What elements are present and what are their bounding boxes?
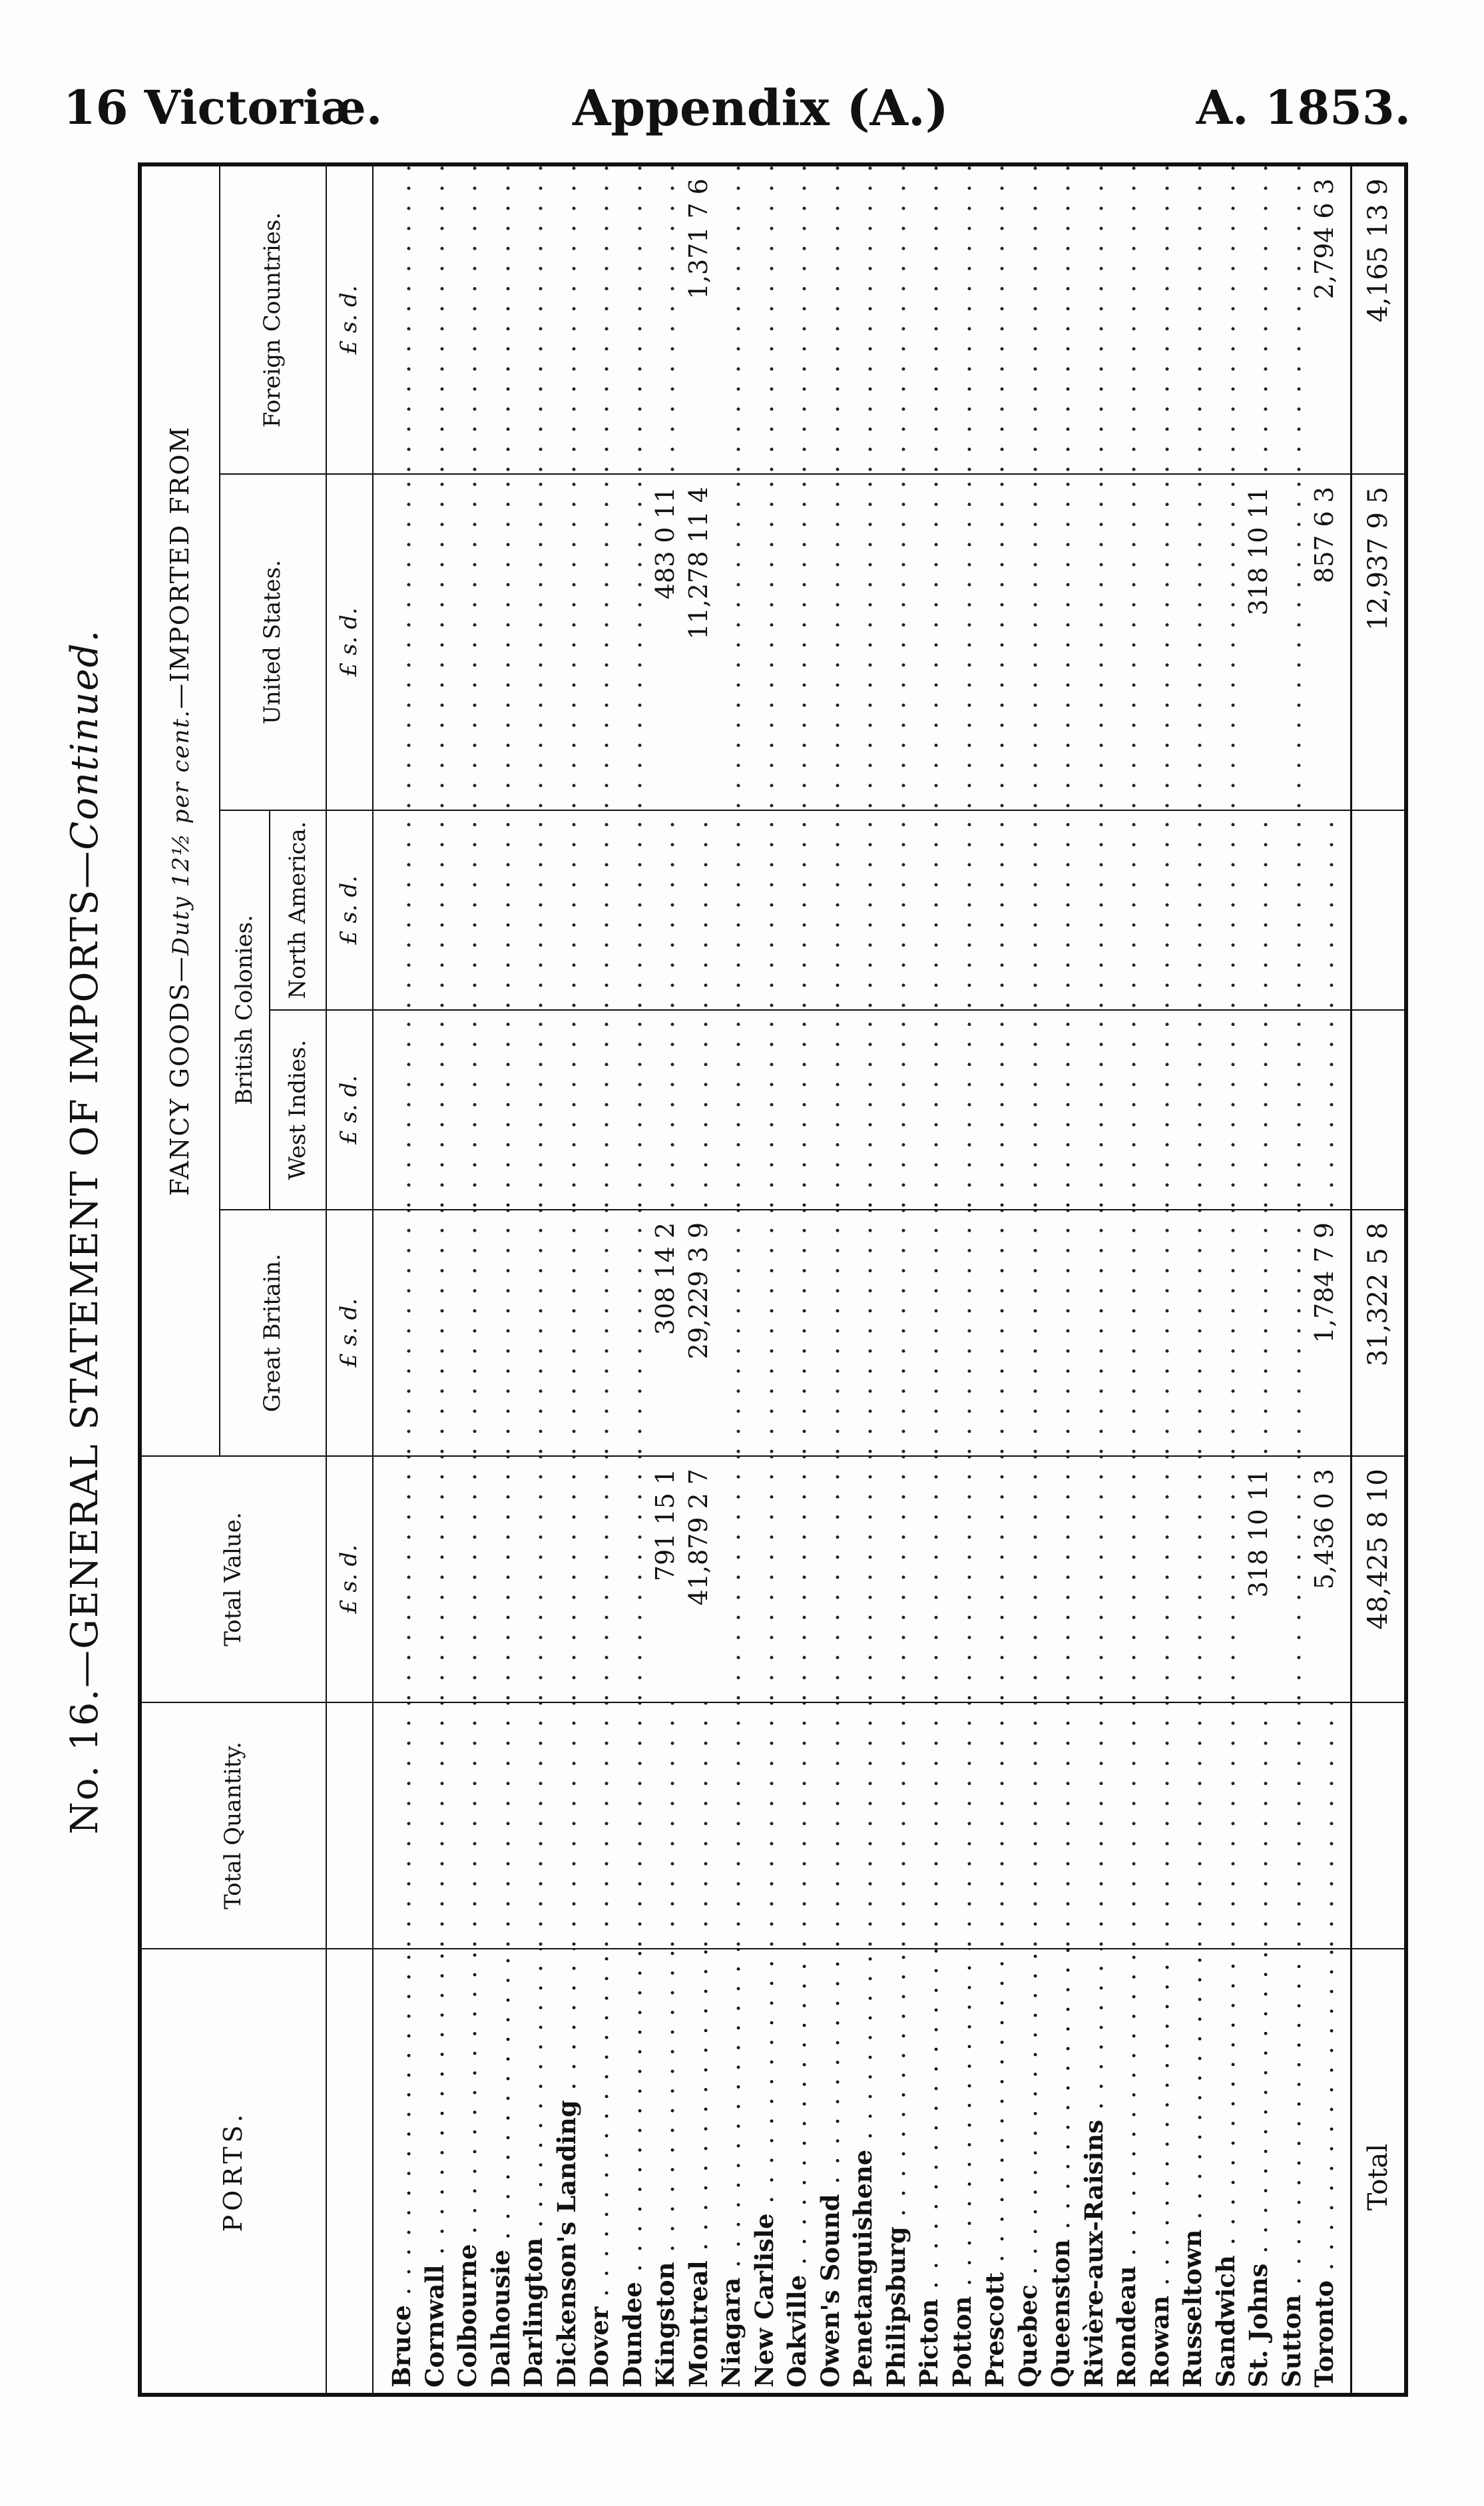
- north-america-units: £ s. d.: [326, 810, 373, 1010]
- foreign-countries-units: £ s. d.: [326, 164, 373, 474]
- empty-cell: [617, 1210, 650, 1455]
- empty-cell: [419, 475, 452, 810]
- empty-cell: [1045, 1457, 1078, 1702]
- empty-cell: [1144, 1457, 1177, 1702]
- empty-cell: [451, 475, 485, 810]
- empty-cell: [847, 1011, 880, 1209]
- empty-cell: [419, 1011, 452, 1209]
- caption-number: No. 16.: [63, 1687, 107, 1835]
- port-name: Bruce . . .: [385, 1949, 419, 2393]
- empty-cell: [1078, 475, 1111, 810]
- empty-cell: [1144, 166, 1177, 473]
- port-name: Dickenson's Landing . . .: [551, 1949, 584, 2393]
- value-cell: [1242, 475, 1276, 810]
- value-cell: [1242, 1457, 1276, 1702]
- empty-cell: [1276, 1457, 1309, 1702]
- page-header-center: Appendix (A.): [573, 80, 949, 137]
- empty-cell: [781, 1457, 814, 1702]
- north-america-header: North America.: [270, 810, 326, 1010]
- empty-cell: [682, 1011, 716, 1209]
- empty-cell: [1308, 1703, 1342, 1948]
- empty-cell: [880, 166, 913, 473]
- port-name: Kingston . . .: [649, 1949, 682, 2393]
- foreign-countries-header: Foreign Countries.: [220, 164, 326, 474]
- empty-cell: [1276, 1210, 1309, 1455]
- empty-cell: [682, 1703, 716, 1948]
- empty-cell: [451, 1457, 485, 1702]
- empty-cell: [781, 1210, 814, 1455]
- empty-cell: [1111, 1457, 1144, 1702]
- united-states-header: United States.: [220, 474, 326, 810]
- empty-cell: [1078, 811, 1111, 1009]
- empty-cell: [517, 475, 551, 810]
- empty-cell: [979, 1011, 1012, 1209]
- value-text: 5,436 0 3: [1310, 1469, 1339, 1593]
- empty-cell: [946, 166, 979, 473]
- empty-cell: [1176, 1011, 1210, 1209]
- page-header-left: 16 Victoriæ.: [63, 80, 383, 135]
- empty-cell: [517, 811, 551, 1009]
- empty-cell: [419, 1457, 452, 1702]
- empty-cell: [748, 811, 782, 1009]
- empty-cell: [880, 475, 913, 810]
- empty-cell: [880, 1703, 913, 1948]
- port-name: Niagara . . .: [715, 1949, 748, 2393]
- empty-cell: [1276, 1011, 1309, 1209]
- empty-cell: [1276, 475, 1309, 810]
- rotated-table-page: [63, 67, 1408, 2397]
- empty-cell: [1012, 811, 1045, 1009]
- empty-cell: [682, 811, 716, 1009]
- empty-cell: [715, 1011, 748, 1209]
- port-name: Oakville . . .: [781, 1949, 814, 2393]
- empty-cell: [617, 1011, 650, 1209]
- empty-cell: [617, 811, 650, 1009]
- empty-cell: [1308, 1011, 1342, 1209]
- value-cell: [682, 1457, 716, 1702]
- fancy-goods-header: FANCY GOODS—Duty 12½ per cent.—IMPORTED FROM: [140, 164, 220, 1456]
- empty-cell: [847, 166, 880, 473]
- great-britain-header: Great Britain.: [220, 1210, 326, 1456]
- great-britain-column: [373, 1210, 1352, 1456]
- empty-cell: [1242, 166, 1276, 473]
- empty-cell: [1176, 1210, 1210, 1455]
- empty-cell: [1045, 1703, 1078, 1948]
- empty-cell: [946, 475, 979, 810]
- empty-cell: [1111, 1210, 1144, 1455]
- empty-cell: [1045, 811, 1078, 1009]
- empty-cell: [715, 1457, 748, 1702]
- port-name: Rondeau . . .: [1111, 1949, 1144, 2393]
- empty-cell: [979, 1703, 1012, 1948]
- north-america-total: [1352, 810, 1407, 1010]
- empty-cell: [517, 1210, 551, 1455]
- empty-cell: [1012, 1703, 1045, 1948]
- port-name: St. Johns . . .: [1242, 1949, 1276, 2393]
- port-name: Sutton . . .: [1276, 1949, 1309, 2393]
- empty-cell: [617, 1457, 650, 1702]
- empty-cell: [451, 1210, 485, 1455]
- empty-cell: [649, 1011, 682, 1209]
- value-text: 1,371 7 6: [684, 178, 713, 303]
- empty-cell: [551, 1210, 584, 1455]
- empty-cell: [583, 1011, 617, 1209]
- total-quantity-cell: [1352, 1702, 1407, 1949]
- port-name: Penetanguishene . . .: [847, 1949, 880, 2393]
- empty-cell: [485, 1210, 518, 1455]
- empty-cell: [385, 811, 419, 1009]
- port-name: Cornwall . . .: [419, 1949, 452, 2393]
- empty-cell: [1210, 1703, 1243, 1948]
- quantity-units-cell: [326, 1702, 373, 1949]
- empty-cell: [946, 1210, 979, 1455]
- empty-cell: [649, 1703, 682, 1948]
- empty-cell: [1276, 811, 1309, 1009]
- empty-cell: [913, 1011, 946, 1209]
- foreign-countries-column: [373, 164, 1352, 474]
- total-value-total: 48,425 8 10: [1352, 1456, 1407, 1702]
- empty-cell: [913, 811, 946, 1009]
- empty-cell: [880, 1210, 913, 1455]
- empty-cell: [748, 1457, 782, 1702]
- empty-cell: [946, 1011, 979, 1209]
- value-text: 857 6 3: [1310, 487, 1339, 587]
- empty-cell: [1045, 1011, 1078, 1209]
- empty-cell: [551, 1457, 584, 1702]
- empty-cell: [1242, 1210, 1276, 1455]
- empty-cell: [1176, 166, 1210, 473]
- empty-cell: [485, 1011, 518, 1209]
- empty-cell: [1012, 475, 1045, 810]
- empty-cell: [979, 1457, 1012, 1702]
- empty-cell: [847, 1703, 880, 1948]
- empty-cell: [1242, 1703, 1276, 1948]
- empty-cell: [715, 811, 748, 1009]
- empty-cell: [1210, 475, 1243, 810]
- value-cell: [1308, 1457, 1342, 1702]
- empty-cell: [485, 475, 518, 810]
- value-cell: [682, 1210, 716, 1455]
- empty-cell: [649, 166, 682, 473]
- empty-cell: [385, 1011, 419, 1209]
- empty-cell: [814, 166, 848, 473]
- port-name: Russeltown . . .: [1176, 1949, 1210, 2393]
- empty-cell: [979, 1210, 1012, 1455]
- empty-cell: [1276, 166, 1309, 473]
- empty-cell: [715, 475, 748, 810]
- port-name: Quebec . . .: [1012, 1949, 1045, 2393]
- port-name: Rowan . . .: [1144, 1949, 1177, 2393]
- port-name: Dalhousie . . .: [485, 1949, 518, 2393]
- empty-cell: [583, 1210, 617, 1455]
- value-text: 29,229 3 9: [684, 1222, 713, 1363]
- empty-cell: [451, 1011, 485, 1209]
- empty-cell: [814, 1457, 848, 1702]
- empty-cell: [617, 166, 650, 473]
- port-name: Prescott . . .: [979, 1949, 1012, 2393]
- empty-cell: [583, 475, 617, 810]
- value-cell: [649, 475, 682, 810]
- empty-cell: [1144, 811, 1177, 1009]
- total-label: Total: [1352, 1949, 1407, 2395]
- empty-cell: [485, 1457, 518, 1702]
- value-text: 791 15 1: [650, 1469, 680, 1585]
- empty-cell: [1045, 166, 1078, 473]
- empty-cell: [551, 1703, 584, 1948]
- empty-cell: [1176, 1457, 1210, 1702]
- empty-cell: [1242, 1011, 1276, 1209]
- empty-cell: [1078, 1457, 1111, 1702]
- port-name: Sandwich . . .: [1210, 1949, 1243, 2393]
- value-cell: [1308, 166, 1342, 473]
- foreign-countries-total: 4,165 13 9: [1352, 164, 1407, 474]
- empty-cell: [748, 1210, 782, 1455]
- value-text: 2,794 6 3: [1310, 178, 1339, 303]
- port-name: Dover . . .: [583, 1949, 617, 2393]
- empty-cell: [781, 1011, 814, 1209]
- empty-cell: [781, 1703, 814, 1948]
- empty-cell: [1045, 475, 1078, 810]
- total-quantity-header: Total Quantity.: [140, 1702, 326, 1949]
- value-cell: [1308, 1210, 1342, 1455]
- empty-cell: [880, 1457, 913, 1702]
- caption-continued: Continued.: [63, 628, 107, 850]
- empty-cell: [385, 166, 419, 473]
- empty-cell: [946, 811, 979, 1009]
- total-quantity-column: [373, 1702, 1352, 1949]
- empty-cell: [913, 1457, 946, 1702]
- empty-cell: [419, 166, 452, 473]
- value-text: 308 14 2: [650, 1222, 680, 1339]
- empty-cell: [1242, 811, 1276, 1009]
- empty-cell: [946, 1703, 979, 1948]
- empty-cell: [1078, 166, 1111, 473]
- empty-cell: [1111, 1703, 1144, 1948]
- port-name: Philipsburg . . .: [880, 1949, 913, 2393]
- empty-cell: [1078, 1011, 1111, 1209]
- ports-units-cell: [326, 1949, 373, 2395]
- united-states-column: [373, 474, 1352, 810]
- empty-cell: [715, 1703, 748, 1948]
- ports-header: PORTS.: [140, 1949, 326, 2395]
- empty-cell: [1144, 1011, 1177, 1209]
- empty-cell: [1012, 1457, 1045, 1702]
- empty-cell: [847, 475, 880, 810]
- north-america-column: [373, 810, 1352, 1010]
- empty-cell: [748, 1703, 782, 1948]
- empty-cell: [1210, 811, 1243, 1009]
- ports-column: [373, 1949, 1352, 2395]
- great-britain-units: £ s. d.: [326, 1210, 373, 1456]
- empty-cell: [517, 166, 551, 473]
- empty-cell: [814, 1011, 848, 1209]
- value-cell: [649, 1210, 682, 1455]
- port-name: Potton . . .: [946, 1949, 979, 2393]
- empty-cell: [715, 166, 748, 473]
- empty-cell: [1210, 166, 1243, 473]
- empty-cell: [385, 1703, 419, 1948]
- empty-cell: [1176, 1703, 1210, 1948]
- port-name: Owen's Sound . . .: [814, 1949, 848, 2393]
- empty-cell: [583, 1457, 617, 1702]
- port-name: Picton . . .: [913, 1949, 946, 2393]
- value-cell: [1308, 475, 1342, 810]
- empty-cell: [781, 475, 814, 810]
- total-row: [1352, 164, 1407, 2395]
- empty-cell: [880, 1011, 913, 1209]
- port-name: Colbourne . . .: [451, 1949, 485, 2393]
- port-name: Queenston . . .: [1045, 1949, 1078, 2393]
- empty-cell: [451, 166, 485, 473]
- total-value-units: £ s. d.: [326, 1456, 373, 1702]
- empty-cell: [551, 475, 584, 810]
- total-value-header: Total Value.: [140, 1456, 326, 1702]
- empty-cell: [517, 1457, 551, 1702]
- port-name: New Carlisle . . .: [748, 1949, 782, 2393]
- empty-cell: [847, 1210, 880, 1455]
- empty-cell: [1111, 475, 1144, 810]
- empty-cell: [385, 1457, 419, 1702]
- empty-cell: [781, 811, 814, 1009]
- empty-cell: [946, 1457, 979, 1702]
- value-cell: [682, 166, 716, 473]
- empty-cell: [517, 1703, 551, 1948]
- empty-cell: [1012, 1011, 1045, 1209]
- empty-cell: [1144, 475, 1177, 810]
- port-name: Montreal . . .: [682, 1949, 716, 2393]
- empty-cell: [1176, 811, 1210, 1009]
- table-caption: [63, 67, 130, 2397]
- empty-cell: [1111, 1011, 1144, 1209]
- caption-title: —GENERAL STATEMENT OF IMPORTS—: [63, 850, 107, 1688]
- empty-cell: [814, 811, 848, 1009]
- empty-cell: [1012, 1210, 1045, 1455]
- empty-cell: [1111, 166, 1144, 473]
- empty-cell: [551, 166, 584, 473]
- empty-cell: [913, 166, 946, 473]
- value-cell: [682, 475, 716, 810]
- empty-cell: [419, 811, 452, 1009]
- united-states-units: £ s. d.: [326, 474, 373, 810]
- empty-cell: [1078, 1703, 1111, 1948]
- empty-cell: [781, 166, 814, 473]
- empty-cell: [419, 1210, 452, 1455]
- page-header-right: A. 1853.: [1196, 80, 1411, 135]
- empty-cell: [485, 1703, 518, 1948]
- port-name: Dundee . . .: [617, 1949, 650, 2393]
- empty-cell: [913, 1703, 946, 1948]
- empty-cell: [979, 475, 1012, 810]
- imports-table: [138, 162, 1408, 2397]
- empty-cell: [1144, 1210, 1177, 1455]
- empty-cell: [451, 811, 485, 1009]
- empty-cell: [451, 1703, 485, 1948]
- empty-cell: [485, 811, 518, 1009]
- value-text: 483 0 11: [650, 487, 680, 603]
- value-text: 1,784 7 9: [1310, 1222, 1339, 1347]
- empty-cell: [1078, 1210, 1111, 1455]
- empty-cell: [913, 1210, 946, 1455]
- great-britain-total: 31,322 5 8: [1352, 1210, 1407, 1456]
- empty-cell: [583, 1703, 617, 1948]
- empty-cell: [1276, 1703, 1309, 1948]
- empty-cell: [385, 475, 419, 810]
- west-indies-column: [373, 1010, 1352, 1210]
- port-name: Rivière-aux-Raisins . . .: [1078, 1949, 1111, 2393]
- empty-cell: [385, 1210, 419, 1455]
- empty-cell: [1176, 475, 1210, 810]
- empty-cell: [814, 1210, 848, 1455]
- empty-cell: [913, 475, 946, 810]
- empty-cell: [419, 1703, 452, 1948]
- empty-cell: [551, 1011, 584, 1209]
- empty-cell: [748, 475, 782, 810]
- empty-cell: [715, 1210, 748, 1455]
- empty-cell: [583, 811, 617, 1009]
- empty-cell: [1210, 1011, 1243, 1209]
- empty-cell: [1210, 1457, 1243, 1702]
- empty-cell: [1210, 1210, 1243, 1455]
- empty-cell: [1111, 811, 1144, 1009]
- port-name: Darlington . . .: [517, 1949, 551, 2393]
- empty-cell: [1012, 166, 1045, 473]
- value-text: 11,278 11 4: [684, 487, 713, 644]
- empty-cell: [979, 166, 1012, 473]
- empty-cell: [814, 1703, 848, 1948]
- value-cell: [649, 1457, 682, 1702]
- empty-cell: [485, 166, 518, 473]
- value-text: 41,879 2 7: [684, 1469, 713, 1609]
- value-text: 318 10 11: [1244, 487, 1273, 619]
- empty-cell: [517, 1011, 551, 1209]
- empty-cell: [748, 166, 782, 473]
- empty-cell: [551, 811, 584, 1009]
- united-states-total: 12,937 9 5: [1352, 474, 1407, 810]
- empty-cell: [748, 1011, 782, 1209]
- empty-cell: [1045, 1210, 1078, 1455]
- value-text: 318 10 11: [1244, 1469, 1273, 1601]
- empty-cell: [1144, 1703, 1177, 1948]
- empty-cell: [880, 811, 913, 1009]
- empty-cell: [847, 811, 880, 1009]
- empty-cell: [1308, 811, 1342, 1009]
- total-value-column: [373, 1456, 1352, 1702]
- empty-cell: [847, 1457, 880, 1702]
- british-colonies-header: British Colonies.: [220, 810, 270, 1210]
- west-indies-total: [1352, 1010, 1407, 1210]
- empty-cell: [617, 475, 650, 810]
- empty-cell: [979, 811, 1012, 1009]
- empty-cell: [617, 1703, 650, 1948]
- port-name: Toronto . . .: [1308, 1949, 1342, 2393]
- empty-cell: [583, 166, 617, 473]
- empty-cell: [649, 811, 682, 1009]
- west-indies-header: West Indies.: [270, 1010, 326, 1210]
- empty-cell: [814, 475, 848, 810]
- west-indies-units: £ s. d.: [326, 1010, 373, 1210]
